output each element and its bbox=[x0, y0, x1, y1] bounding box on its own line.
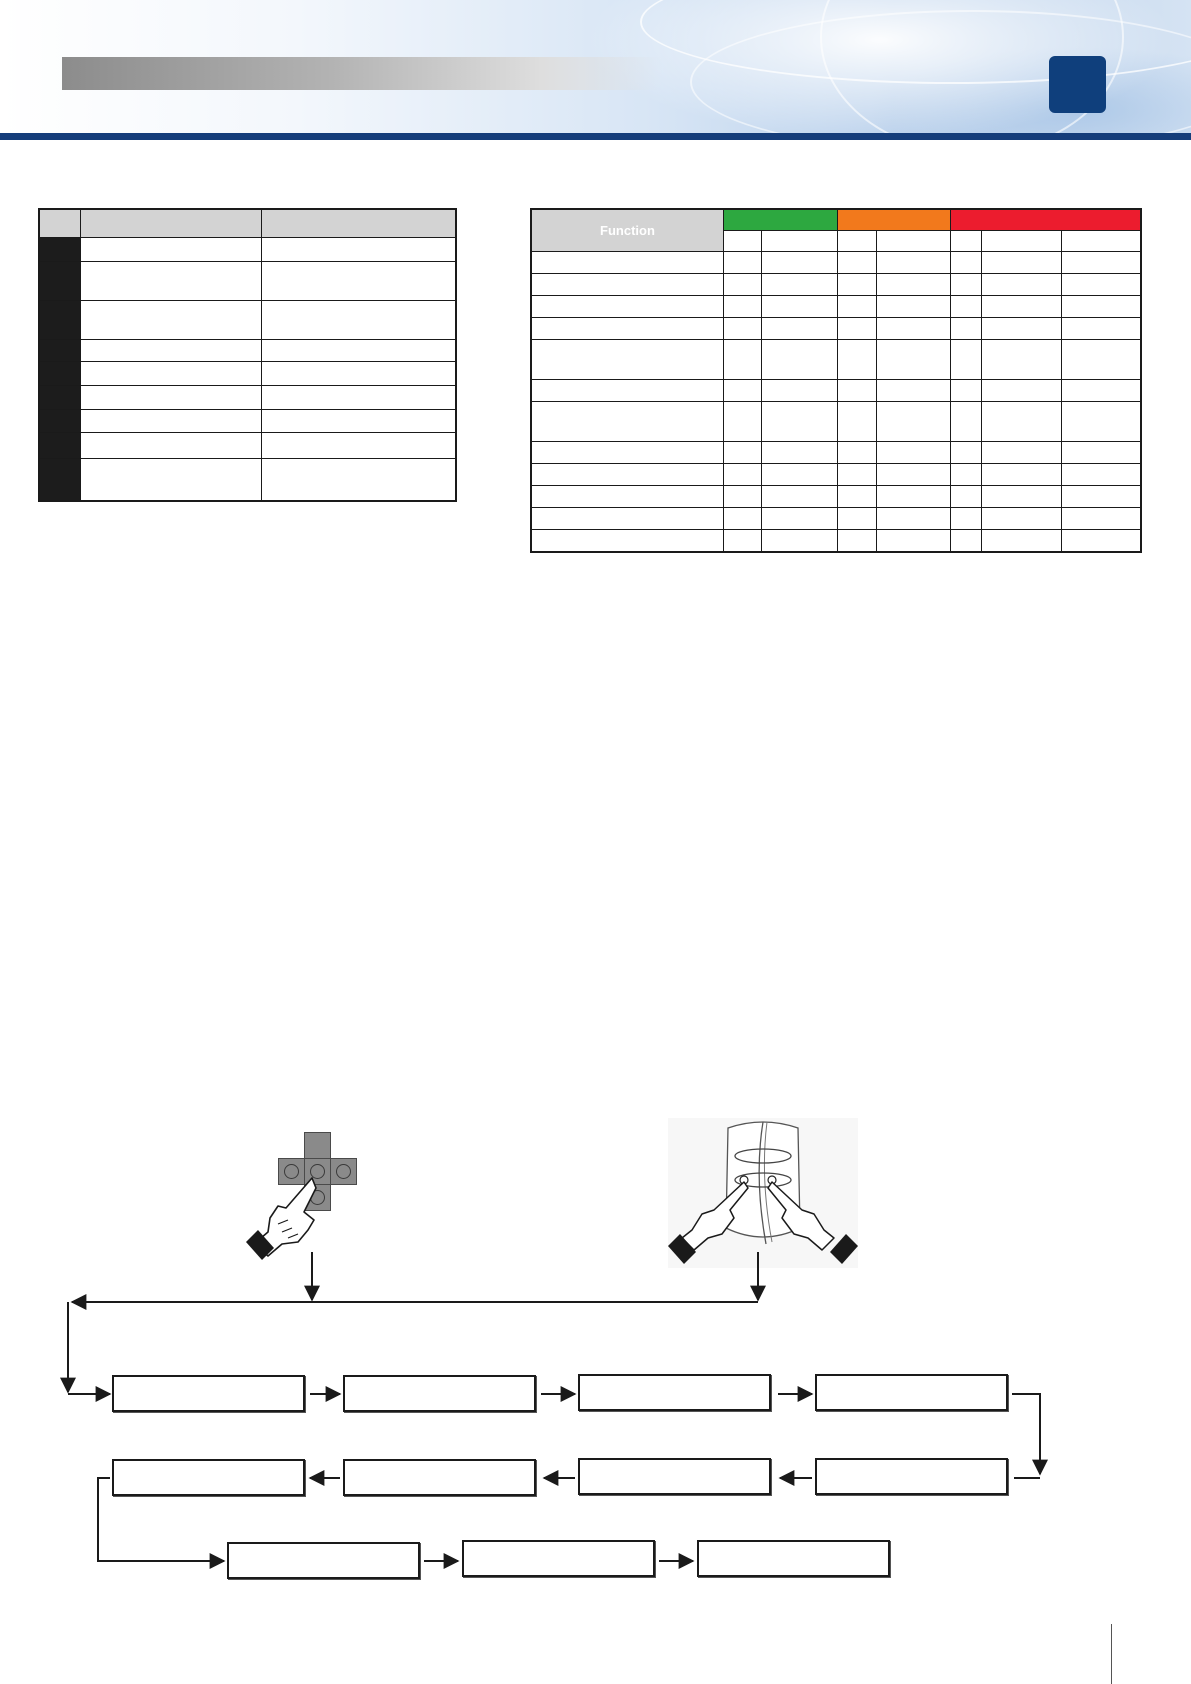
flow-step bbox=[112, 1459, 305, 1496]
flow-step bbox=[578, 1458, 771, 1495]
flow-step bbox=[343, 1375, 536, 1412]
flow-step bbox=[697, 1540, 890, 1577]
flow-step bbox=[578, 1374, 771, 1411]
flow-step bbox=[227, 1542, 420, 1579]
page-number-rule bbox=[1111, 1624, 1112, 1684]
function-header: Function bbox=[531, 209, 724, 252]
flow-step bbox=[112, 1375, 305, 1412]
flow-step bbox=[462, 1540, 655, 1577]
flow-step bbox=[343, 1459, 536, 1496]
flow-step bbox=[815, 1458, 1008, 1495]
flow-step bbox=[815, 1374, 1008, 1411]
flow-turn-arrow bbox=[1012, 1394, 1040, 1474]
